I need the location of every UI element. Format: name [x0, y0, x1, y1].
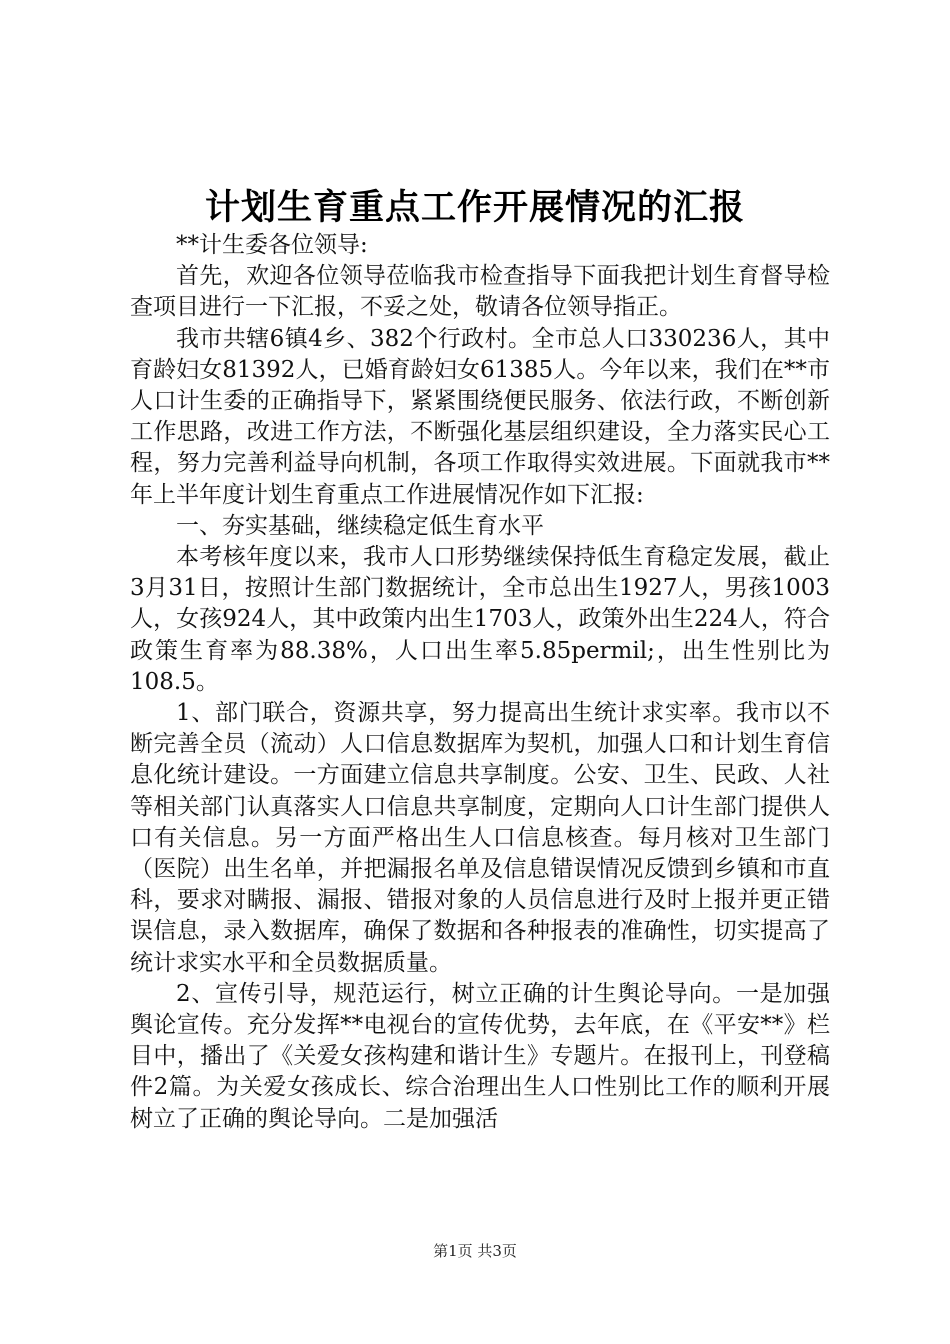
page-footer: 第1页 共3页 [433, 1242, 517, 1260]
salutation-paragraph: **计生委各位领导: [176, 232, 368, 258]
opening-paragraph: 首先，欢迎各位领导莅临我市检查指导下面我把计划生育督导检查项目进行一下汇报，不妥之处，敬请各位领导指正。 [130, 263, 830, 321]
item-2-paragraph: 2、宣传引导，规范运行，树立正确的计生舆论导向。一是加强舆论宣传。充分发挥**电视台的宣传优势，去年底，在《平安**》栏目中，播出了《关爱女孩构建和谐计生》专题片。在报刊上，刊登稿件2篇。为关爱女孩成长、综合治理出生人口性别比工作的顺利开展树立了正确的舆论导向。二是加强活 [130, 980, 830, 1132]
document-body [130, 230, 830, 1135]
overview-paragraph: 我市共辖6镇4乡、382个行政村。全市总人口330236人，其中育龄妇女81392人，已婚育龄妇女61385人。今年以来，我们在**市人口计生委的正确指导下，紧紧围绕便民服务、依法行政，不断创新工作思路，改进工作方法，不断强化基层组织建设，全力落实民心工程，努力完善利益导向机制，各项工作取得实效进展。下面就我市**年上半年度计划生育重点工作进展情况作如下汇报: [130, 325, 830, 508]
item-1-paragraph: 1、部门联合，资源共享，努力提高出生统计求实率。我市以不断完善全员（流动）人口信息数据库为契机，加强人口和计划生育信息化统计建设。一方面建立信息共享制度。公安、卫生、民政、人社等相关部门认真落实人口信息共享制度，定期向人口计生部门提供人口有关信息。另一方面严格出生人口信息核查。每月核对卫生部门（医院）出生名单，并把漏报名单及信息错误情况反馈到乡镇和市直科，要求对瞒报、漏报、错报对象的人员信息进行及时上报并更正错误信息，录入数据库，确保了数据和各种报表的准确性，切实提高了统计求实水平和全员数据质量。 [130, 700, 830, 976]
document-title: 计划生育重点工作开展情况的汇报 [204, 187, 745, 228]
statistics-paragraph: 本考核年度以来，我市人口形势继续保持低生育稳定发展，截止3月31日，按照计生部门数据统计，全市总出生1927人，男孩1003人，女孩924人，其中政策内出生1703人，政策外出生224人，符合政策生育率为88.38%，人口出生率5.85permil;，出生性别比为108.5。 [130, 544, 830, 695]
section-heading: 一、夯实基础，继续稳定低生育水平 [176, 512, 544, 539]
